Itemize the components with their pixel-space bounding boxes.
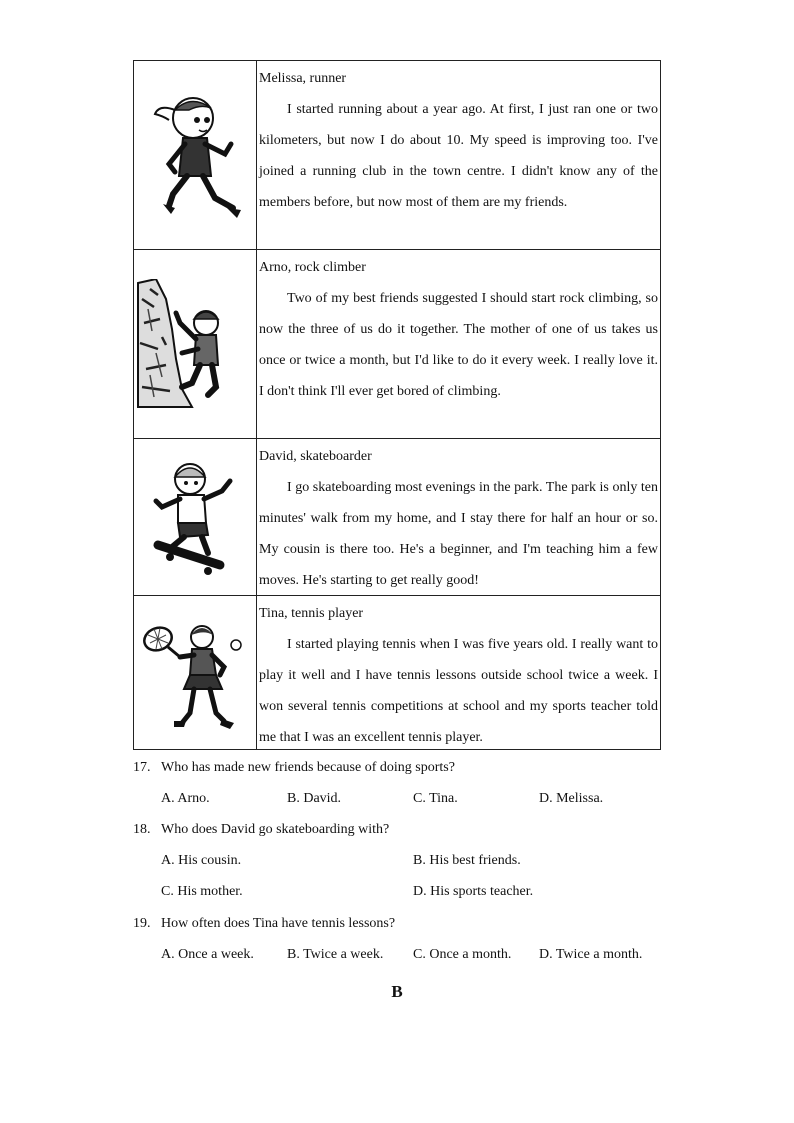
question-17 [133,760,455,776]
rock-climber-image [134,250,257,438]
passage-row-melissa [134,61,660,249]
answer-option[interactable]: C. Once a month. [413,947,512,962]
answer-option[interactable]: A. His cousin. [161,853,242,868]
answer-option[interactable]: B. David. [287,791,342,806]
passage-row-arno [134,249,660,438]
passage-body: Two of my best friends suggested I should start rock climbing, so now the three of us do it together. The mother of one of us takes us once or twice a month, but I'd like to do it every week. I really love it. I don't think I'll ever get bored of climbing. [259,291,658,399]
answer-option[interactable]: C. His mother. [161,884,243,899]
passage-name: Melissa, runner [259,71,347,86]
passage-body: I go skateboarding most evenings in the park. The park is only ten minutes' walk from my home, and I stay there for half an hour or so. My cousin is there too. He's a beginner, and I'm teaching him a few moves. He's starting to get really good! [259,480,658,588]
section-heading: B [391,982,403,1001]
passage-row-tina [134,595,660,749]
passage-body: I started playing tennis when I was five years old. I really want to play it well and I have tennis lessons outside school twice a week. I won several tennis competitions at school and my sports teacher told me that I was an excellent tennis player. [259,637,658,745]
passage-text-cell [257,596,660,749]
answer-option[interactable]: D. Melissa. [539,791,604,806]
passage-table [133,60,661,750]
passage-body: I started running about a year ago. At first, I just ran one or two kilometers, but now I do about 10. My speed is improving too. I've joined a running club in the town centre. I didn't know any of the members before, but now most of them are my friends. [259,102,658,210]
passage-name: Arno, rock climber [259,260,366,275]
question-text: How often does Tina have tennis lessons? [161,916,396,931]
passage-name: Tina, tennis player [259,606,364,621]
question-number: 18. [133,822,151,837]
answer-option[interactable]: A. Arno. [161,791,210,806]
answer-option[interactable]: D. His sports teacher. [413,884,534,899]
passage-name: David, skateboarder [259,449,372,464]
answer-option[interactable]: C. Tina. [413,791,458,806]
answer-option[interactable]: B. His best friends. [413,853,521,868]
skateboarder-image [134,439,257,595]
passage-text-cell [257,61,660,249]
passage-text-cell [257,439,660,595]
answer-option[interactable]: D. Twice a month. [539,947,643,962]
answer-option[interactable]: A. Once a week. [161,947,254,962]
question-number: 17. [133,760,151,775]
question-text: Who has made new friends because of doing sports? [161,760,455,775]
answer-option[interactable]: B. Twice a week. [287,947,384,962]
tennis-player-image [134,596,257,749]
passage-row-david [134,438,660,595]
runner-girl-image [134,61,257,249]
question-19 [133,916,395,932]
question-18 [133,822,389,838]
question-text: Who does David go skateboarding with? [161,822,390,837]
question-number: 19. [133,916,151,931]
passage-text-cell [257,250,660,438]
